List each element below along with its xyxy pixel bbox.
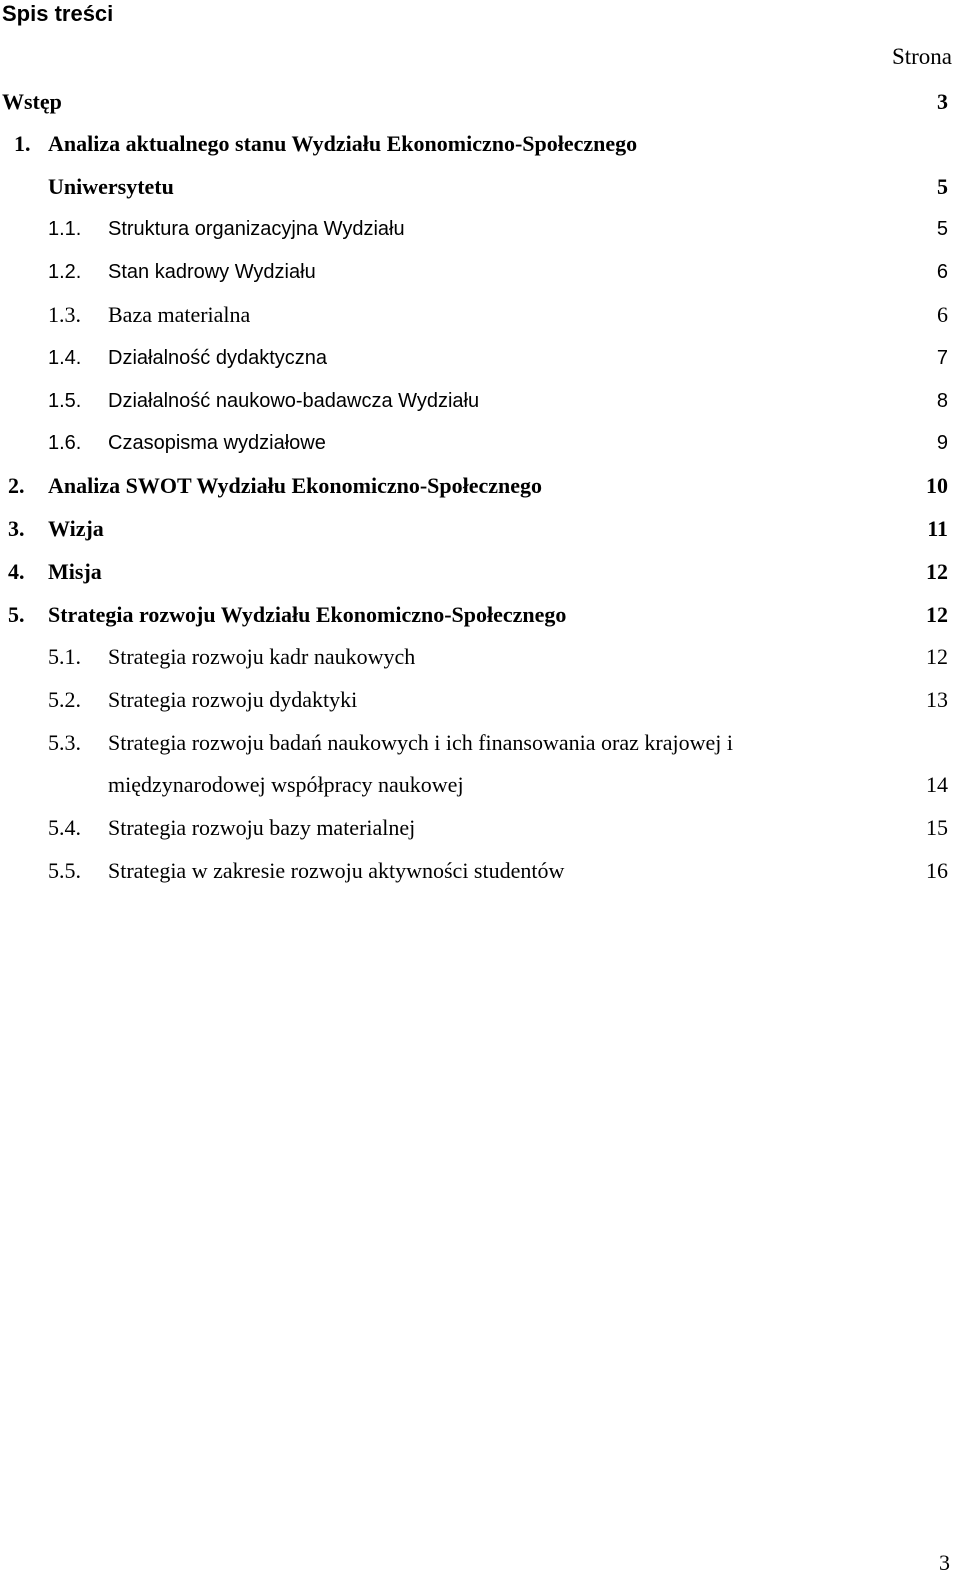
toc-entry-title: Wstęp bbox=[2, 89, 62, 114]
toc-entry-number: 1. bbox=[14, 131, 31, 156]
toc-entry-number: 5.4. bbox=[48, 815, 81, 840]
toc-entry-5-3-continuation[interactable] bbox=[0, 769, 960, 801]
toc-entry-title: Strategia rozwoju dydaktyki bbox=[108, 687, 358, 712]
toc-entry-intro[interactable] bbox=[0, 86, 960, 118]
toc-entry-number: 1.1. bbox=[48, 218, 82, 240]
toc-entry-number: 5.3. bbox=[48, 730, 81, 755]
toc-entry-page: 14 bbox=[926, 772, 948, 797]
toc-entry-page: 5 bbox=[936, 218, 948, 240]
toc-entry-5-3[interactable] bbox=[0, 727, 960, 759]
toc-entry-title: Analiza aktualnego stanu Wydziału Ekonomiczno-Społecznego bbox=[48, 131, 638, 156]
toc-entry-title: Misja bbox=[48, 559, 102, 584]
toc-entry-number: 1.2. bbox=[48, 261, 82, 283]
footer-page-number: 3 bbox=[939, 1550, 950, 1575]
toc-entry-chapter-5[interactable] bbox=[0, 599, 960, 631]
toc-entry-title: Stan kadrowy Wydziału bbox=[108, 261, 316, 283]
toc-entry-page: 12 bbox=[926, 644, 948, 669]
toc-entry-1-4[interactable] bbox=[0, 342, 960, 374]
toc-entry-5-4[interactable] bbox=[0, 812, 960, 844]
toc-entry-number: 1.5. bbox=[48, 390, 82, 412]
toc-entry-5-5[interactable] bbox=[0, 855, 960, 887]
toc-entry-page: 16 bbox=[926, 858, 948, 883]
toc-entry-title: Strategia rozwoju badań naukowych i ich finansowania oraz krajowej i bbox=[108, 730, 733, 755]
toc-entry-1-5[interactable] bbox=[0, 385, 960, 417]
toc-entry-1-3[interactable] bbox=[0, 299, 960, 331]
toc-entry-page: 7 bbox=[936, 347, 948, 369]
toc-entry-1-2[interactable] bbox=[0, 256, 960, 288]
toc-entry-title: Czasopisma wydziałowe bbox=[108, 432, 326, 454]
toc-entry-1-1[interactable] bbox=[0, 213, 960, 245]
toc-entry-title: Działalność naukowo-badawcza Wydziału bbox=[108, 390, 480, 412]
toc-entry-title: Struktura organizacyjna Wydziału bbox=[108, 218, 405, 240]
toc-entry-title: Strategia rozwoju kadr naukowych bbox=[108, 644, 416, 669]
toc-entry-number: 4. bbox=[8, 559, 25, 584]
toc-entry-number: 1.6. bbox=[48, 432, 82, 454]
toc-entry-number: 1.4. bbox=[48, 347, 82, 369]
toc-entry-page: 3 bbox=[937, 89, 948, 114]
toc-entry-5-1[interactable] bbox=[0, 641, 960, 673]
toc-entry-number: 1.3. bbox=[48, 302, 81, 327]
toc-entry-chapter-1[interactable] bbox=[0, 128, 960, 160]
toc-entry-title: Analiza SWOT Wydziału Ekonomiczno-Społecznego bbox=[48, 473, 543, 498]
toc-entry-chapter-1-continuation[interactable] bbox=[0, 171, 960, 203]
page-column-label: Strona bbox=[891, 44, 952, 69]
toc-entry-page: 11 bbox=[927, 516, 948, 541]
toc-entry-number: 5. bbox=[8, 602, 25, 627]
toc-entry-page: 9 bbox=[936, 432, 948, 454]
toc-entry-chapter-3[interactable] bbox=[0, 513, 960, 545]
toc-entry-number: 5.2. bbox=[48, 687, 81, 712]
toc-entry-number: 5.5. bbox=[48, 858, 81, 883]
toc-entry-page: 6 bbox=[936, 261, 948, 283]
toc-entry-1-6[interactable] bbox=[0, 427, 960, 459]
toc-entry-page: 8 bbox=[936, 390, 948, 412]
toc-entry-page: 5 bbox=[937, 174, 948, 199]
toc-entry-title: Strategia rozwoju Wydziału Ekonomiczno-Społecznego bbox=[48, 602, 567, 627]
toc-entry-title: Uniwersytetu bbox=[48, 174, 174, 199]
page-title: Spis treści bbox=[2, 1, 114, 26]
toc-entry-title: Strategia w zakresie rozwoju aktywności studentów bbox=[108, 858, 565, 883]
toc-entry-title: międzynarodowej współpracy naukowej bbox=[108, 772, 464, 797]
toc-entry-page: 13 bbox=[926, 687, 948, 712]
toc-entry-5-2[interactable] bbox=[0, 684, 960, 716]
toc-entry-page: 12 bbox=[926, 602, 948, 627]
toc-entry-chapter-4[interactable] bbox=[0, 556, 960, 588]
toc-entry-chapter-2[interactable] bbox=[0, 470, 960, 502]
toc-entry-number: 5.1. bbox=[48, 644, 81, 669]
toc-entry-title: Strategia rozwoju bazy materialnej bbox=[108, 815, 416, 840]
toc-entry-title: Działalność dydaktyczna bbox=[108, 347, 327, 369]
toc-entry-title: Wizja bbox=[48, 516, 104, 541]
toc-entry-title: Baza materialna bbox=[108, 302, 251, 327]
toc-entry-page: 10 bbox=[926, 473, 948, 498]
toc-entry-page: 12 bbox=[926, 559, 948, 584]
toc-entry-number: 3. bbox=[8, 516, 25, 541]
toc-entry-page: 15 bbox=[926, 815, 948, 840]
toc-entry-page: 6 bbox=[937, 302, 948, 327]
toc-entry-number: 2. bbox=[8, 473, 25, 498]
